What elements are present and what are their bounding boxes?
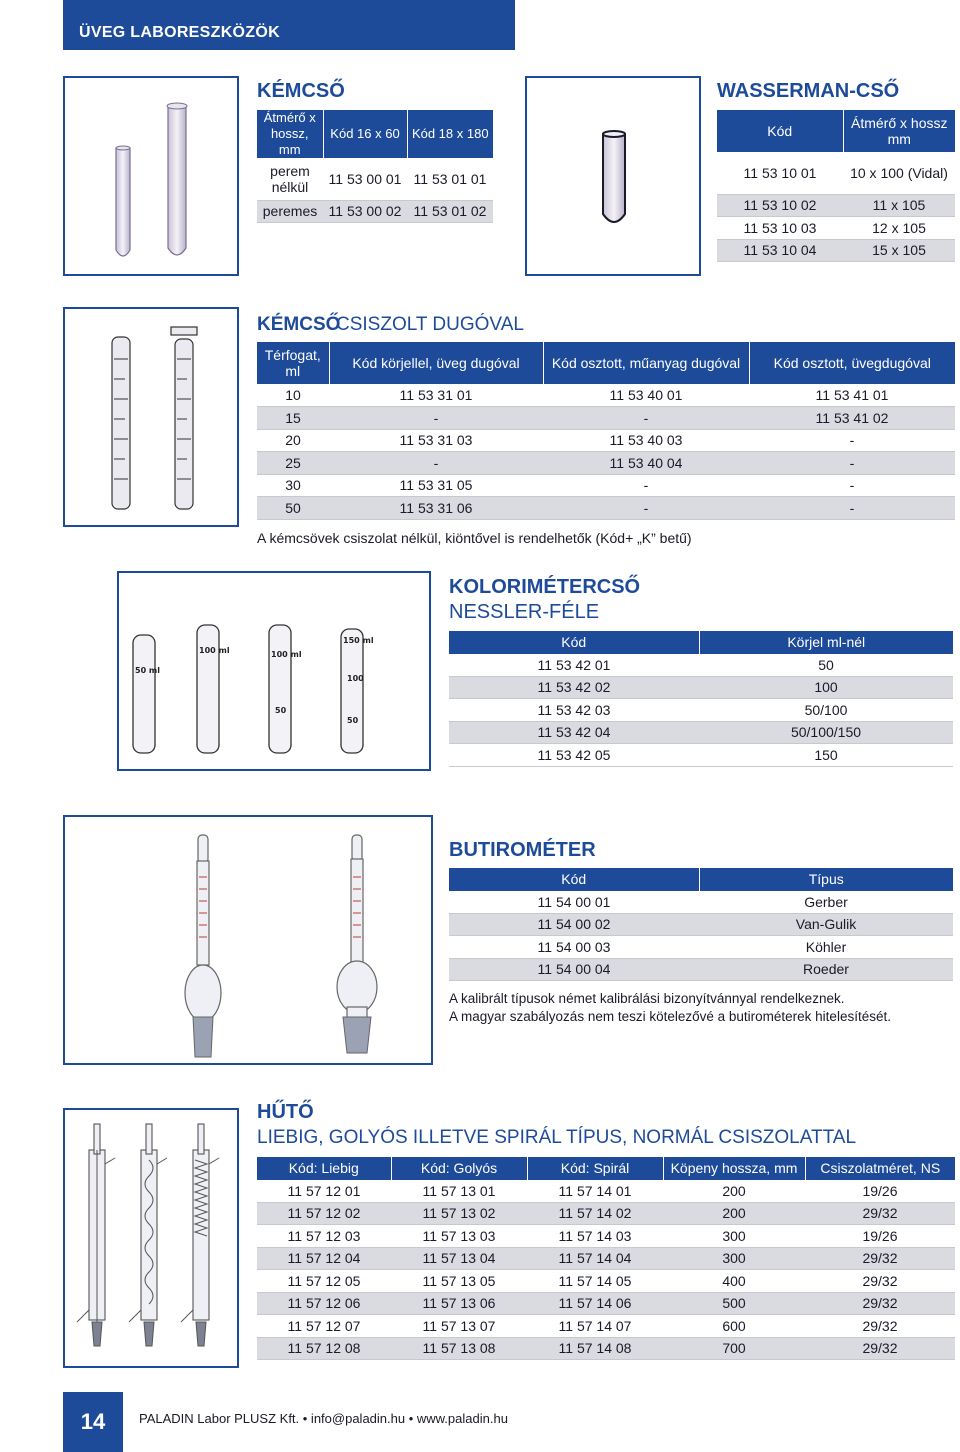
col-code-header: Kód [449, 631, 699, 654]
table-cell: 11 53 31 05 [329, 474, 543, 497]
table-cell: 19/26 [805, 1180, 955, 1203]
kolorimeter-subtitle: NESSLER-FÉLE [449, 601, 600, 623]
col-type-header: Típus [699, 868, 953, 891]
wasserman-table [717, 110, 955, 262]
table-cell: 11 54 00 04 [449, 958, 699, 981]
table-cell: 11 57 13 08 [391, 1337, 527, 1360]
table-cell: 11 53 42 04 [449, 721, 699, 744]
table-cell: 100 [699, 676, 953, 699]
table-cell: 11 53 40 04 [543, 452, 749, 475]
table-cell: 29/32 [805, 1247, 955, 1270]
kolorimeter-title: KOLORIMÉTERCSŐ [449, 576, 641, 598]
col-code-glassstopper-header: Kód osztott, üvegdugóval [749, 342, 955, 384]
table-cell: 11 57 12 05 [257, 1270, 391, 1293]
table-cell: 10 x 100 (Vidal) [843, 152, 955, 194]
table-cell: 11 53 10 02 [717, 194, 843, 217]
col-golyos-header: Kód: Golyós [391, 1157, 527, 1180]
col-volume-header: Térfogat, ml [257, 342, 329, 384]
table-cell: 11 57 12 01 [257, 1180, 391, 1203]
huto-subtitle: LIEBIG, GOLYÓS ILLETVE SPIRÁL TÍPUS, NORMÁL CSISZOLATTAL [257, 1127, 857, 1148]
table-cell: perem nélkül [257, 158, 323, 200]
tube-label: 100 [347, 674, 364, 683]
col-joint-size-header: Csiszolatméret, NS [805, 1157, 955, 1180]
table-cell: 300 [663, 1225, 805, 1248]
wasserman-tube-illustration [527, 78, 699, 274]
table-cell: 15 x 105 [843, 239, 955, 262]
table-cell: 29/32 [805, 1270, 955, 1293]
table-cell: 600 [663, 1315, 805, 1338]
table-cell: 11 57 12 07 [257, 1315, 391, 1338]
table-cell: - [543, 497, 749, 520]
table-cell: 29/32 [805, 1202, 955, 1225]
table-cell: 10 [257, 384, 329, 407]
csiszolt-table [257, 342, 955, 520]
test-tube-illustration [65, 78, 237, 274]
table-cell: 11 57 13 01 [391, 1180, 527, 1203]
table-cell: 11 54 00 03 [449, 936, 699, 959]
table-cell: 11 53 00 02 [323, 200, 407, 223]
table-cell: 11 57 12 03 [257, 1225, 391, 1248]
table-cell: 11 54 00 02 [449, 913, 699, 936]
page-number: 14 [80, 1409, 106, 1434]
table-cell: 11 53 31 01 [329, 384, 543, 407]
table-cell: - [543, 474, 749, 497]
table-cell: peremes [257, 200, 323, 223]
table-cell: 200 [663, 1202, 805, 1225]
tube-label: 50 [275, 706, 287, 715]
table-cell: 11 57 13 02 [391, 1202, 527, 1225]
table-cell: 12 x 105 [843, 217, 955, 240]
tube-label: 50 [347, 716, 359, 725]
table-cell: 11 57 14 03 [527, 1225, 663, 1248]
col-code-header: Kód [717, 110, 843, 152]
table-cell: 11 53 10 01 [717, 152, 843, 194]
table-cell: 20 [257, 429, 329, 452]
table-cell: 11 57 14 04 [527, 1247, 663, 1270]
butirometer-note-2: A magyar szabályozás nem teszi kötelezővé a butirométerek hitelesítését. [449, 1009, 891, 1024]
kolorimeter-table [449, 631, 953, 767]
butirometer-table [449, 868, 953, 981]
table-cell: Van-Gulik [699, 913, 953, 936]
table-cell: 50 [257, 497, 329, 520]
col-diameter-header: Átmérő x hossz, mm [257, 110, 323, 158]
col-code-18x180-header: Kód 18 x 180 [407, 110, 493, 158]
table-cell: 11 53 41 01 [749, 384, 955, 407]
table-cell: 11 53 42 05 [449, 744, 699, 767]
table-cell: 11 57 14 05 [527, 1270, 663, 1293]
wasserman-title: WASSERMAN-CSŐ [717, 80, 900, 102]
table-cell: - [749, 429, 955, 452]
table-cell: 11 53 41 02 [749, 407, 955, 430]
table-cell: 11 57 14 01 [527, 1180, 663, 1203]
tube-label: 100 ml [199, 646, 230, 655]
condenser-illustration [65, 1110, 237, 1366]
kemcso-table [257, 110, 493, 223]
section-header: ÜVEG LABORESZKÖZÖK [63, 0, 515, 50]
huto-table [257, 1157, 955, 1360]
table-cell: Gerber [699, 891, 953, 914]
col-liebig-header: Kód: Liebig [257, 1157, 391, 1180]
table-cell: 11 54 00 01 [449, 891, 699, 914]
kemcso-title: KÉMCSŐ [257, 80, 345, 102]
col-code-header: Kód [449, 868, 699, 891]
table-cell: 29/32 [805, 1292, 955, 1315]
tube-label: 150 ml [343, 636, 374, 645]
footer-contact: PALADIN Labor PLUSZ Kft. • info@paladin.hu • www.paladin.hu [123, 1392, 515, 1452]
kemcso-image-box [63, 76, 239, 276]
table-cell: 11 57 12 06 [257, 1292, 391, 1315]
butirometer-image-box [63, 815, 433, 1065]
butirometer-note-1: A kalibrált típusok német kalibrálási bizonyítvánnyal rendelkeznek. [449, 991, 845, 1006]
csiszolt-note: A kémcsövek csiszolat nélkül, kiöntővel is rendelhetők (Kód+ „K” betű) [257, 530, 692, 546]
table-cell: 11 57 13 04 [391, 1247, 527, 1270]
table-cell: 30 [257, 474, 329, 497]
table-cell: 11 53 01 02 [407, 200, 493, 223]
table-cell: Köhler [699, 936, 953, 959]
table-cell: 11 57 14 08 [527, 1337, 663, 1360]
butyrometer-illustration [65, 817, 431, 1063]
table-cell: 400 [663, 1270, 805, 1293]
table-cell: 11 57 14 02 [527, 1202, 663, 1225]
tube-label: 50 ml [135, 666, 160, 675]
table-cell: 11 53 40 03 [543, 429, 749, 452]
table-cell: 11 53 40 01 [543, 384, 749, 407]
huto-title: HŰTŐ [257, 1101, 314, 1123]
table-cell: 700 [663, 1337, 805, 1360]
butirometer-title: BUTIROMÉTER [449, 839, 596, 861]
table-cell: 11 53 31 06 [329, 497, 543, 520]
table-cell: 300 [663, 1247, 805, 1270]
csiszolt-image-box [63, 307, 239, 527]
table-cell: - [749, 497, 955, 520]
tube-label: 100 ml [271, 650, 302, 659]
table-cell: 11 57 13 05 [391, 1270, 527, 1293]
table-cell: 11 57 12 02 [257, 1202, 391, 1225]
table-cell: 50 [699, 654, 953, 677]
table-cell: 11 57 12 08 [257, 1337, 391, 1360]
table-cell: 11 57 14 07 [527, 1315, 663, 1338]
table-cell: 11 x 105 [843, 194, 955, 217]
table-cell: 29/32 [805, 1315, 955, 1338]
graduated-tube-illustration [65, 309, 237, 525]
table-cell: 11 53 42 01 [449, 654, 699, 677]
table-cell: - [749, 474, 955, 497]
col-code-plastic-header: Kód osztott, műanyag dugóval [543, 342, 749, 384]
table-cell: - [329, 407, 543, 430]
table-cell: 11 57 13 06 [391, 1292, 527, 1315]
nessler-tubes-illustration [119, 573, 429, 769]
table-cell: 500 [663, 1292, 805, 1315]
col-jacket-length-header: Köpeny hossza, mm [663, 1157, 805, 1180]
table-cell: 11 53 00 01 [323, 158, 407, 200]
table-cell: 11 53 10 04 [717, 239, 843, 262]
table-cell: 11 53 10 03 [717, 217, 843, 240]
table-cell: 11 57 13 07 [391, 1315, 527, 1338]
col-spiral-header: Kód: Spirál [527, 1157, 663, 1180]
col-mark-header: Körjel ml-nél [699, 631, 953, 654]
table-cell: 19/26 [805, 1225, 955, 1248]
csiszolt-title-rest: CSISZOLT DUGÓVAL [336, 314, 524, 335]
col-code-16x60-header: Kód 16 x 60 [323, 110, 407, 158]
table-cell: 11 57 13 03 [391, 1225, 527, 1248]
table-cell: 11 57 12 04 [257, 1247, 391, 1270]
table-cell: 11 57 14 06 [527, 1292, 663, 1315]
table-cell: 11 53 42 02 [449, 676, 699, 699]
huto-image-box [63, 1108, 239, 1368]
table-cell: 50/100/150 [699, 721, 953, 744]
table-cell: 11 53 01 01 [407, 158, 493, 200]
col-size-header: Átmérő x hossz mm [843, 110, 955, 152]
table-cell: - [749, 452, 955, 475]
kolorimeter-image-box [117, 571, 431, 771]
table-cell: 11 53 42 03 [449, 699, 699, 722]
table-cell: 50/100 [699, 699, 953, 722]
table-cell: 29/32 [805, 1337, 955, 1360]
table-cell: - [329, 452, 543, 475]
table-cell: 200 [663, 1180, 805, 1203]
table-cell: Roeder [699, 958, 953, 981]
col-code-glass-header: Kód körjellel, üveg dugóval [329, 342, 543, 384]
table-cell: 150 [699, 744, 953, 767]
wasserman-image-box [525, 76, 701, 276]
table-cell: 11 53 31 03 [329, 429, 543, 452]
table-cell: - [543, 407, 749, 430]
table-cell: 25 [257, 452, 329, 475]
table-cell: 15 [257, 407, 329, 430]
csiszolt-title-bold: KÉMCSŐ [257, 314, 341, 335]
